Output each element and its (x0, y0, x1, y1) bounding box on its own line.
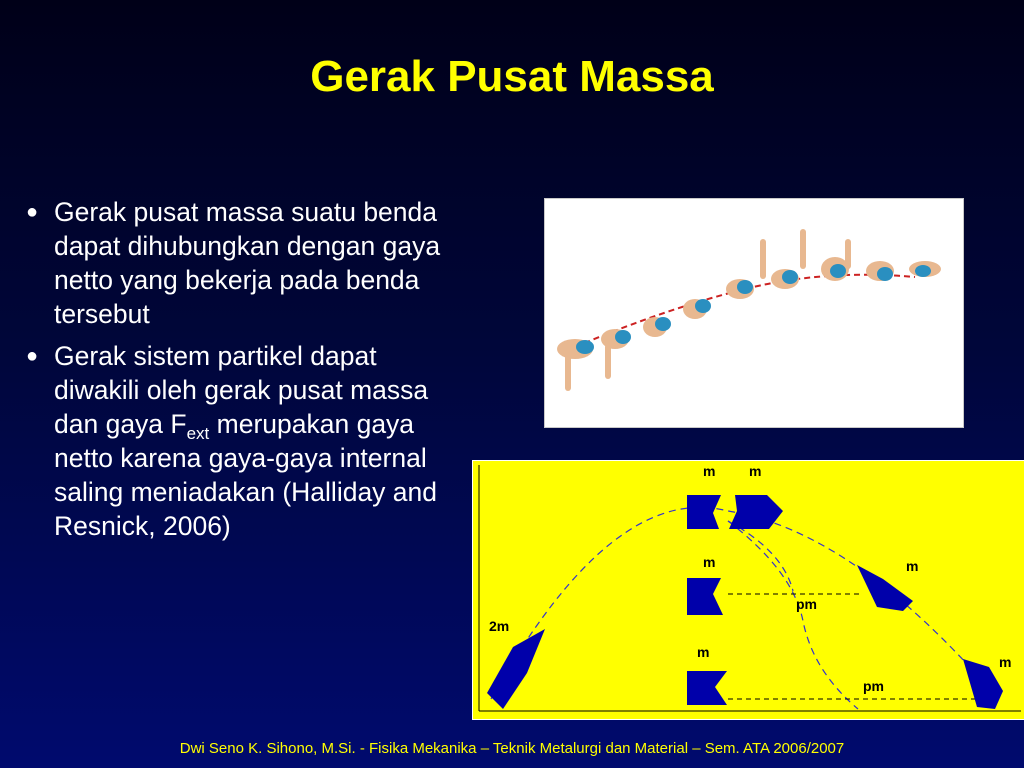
label-m-top-right: m (749, 463, 762, 479)
slide-title: Gerak Pusat Massa (310, 52, 714, 101)
center-of-mass-diagram (472, 460, 1024, 720)
label-m-low: m (697, 644, 710, 660)
bullet-text: Gerak sistem partikel dapat diwakili oleh gerak pusat massa dan gaya $F_{ext}$ merupakan gaya netto karena gaya-gaya internal saling meniadakan (Halliday and Resnick, 2006) (54, 341, 438, 541)
label-m-mid: m (703, 554, 716, 570)
label-m-far-right: m (999, 654, 1012, 670)
bullet-text: Gerak pusat massa suatu benda dapat dihubungkan dengan gaya netto yang bekerja pada benda tersebut (54, 197, 441, 329)
slide-footer: Dwi Seno K. Sihono, M.Si. - Fisika Mekanika – Teknik Metalurgi dan Material – Sem. ATA 2006/2007 (179, 740, 845, 757)
bullet-list (26, 195, 466, 551)
label-pm-2: pm (863, 678, 884, 694)
label-2m: 2m (489, 618, 510, 634)
subscript-ext: ext (186, 424, 210, 443)
label-m-right-mid: m (906, 558, 919, 574)
label-m-top-left: m (703, 463, 716, 479)
label-pm-1: pm (796, 596, 817, 612)
diver-trajectory-image (544, 198, 964, 428)
bullet-dot-icon: ● (26, 201, 39, 223)
bullet-item (26, 195, 466, 331)
bullet-item (26, 339, 466, 543)
bullet-dot-icon: ● (26, 345, 39, 367)
